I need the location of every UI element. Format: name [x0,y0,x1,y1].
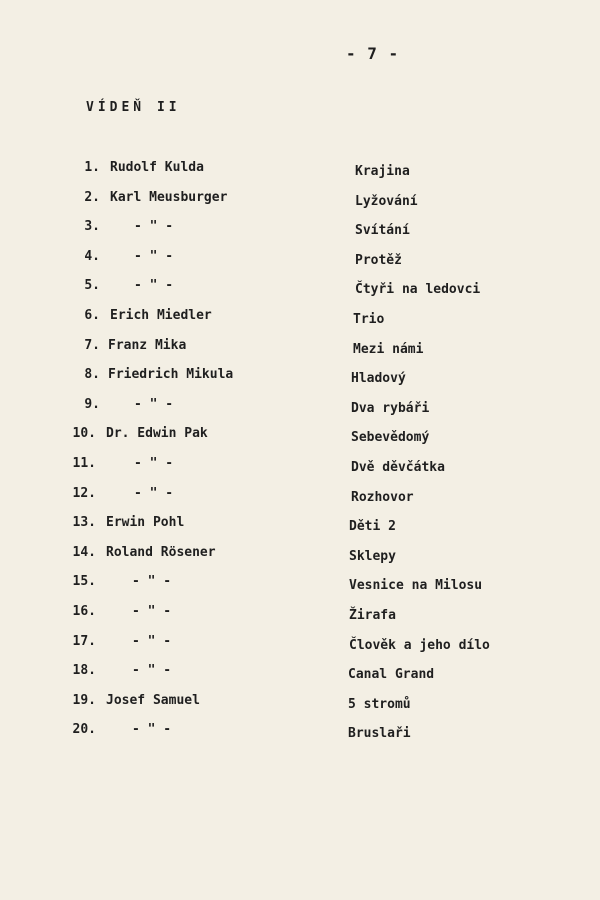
page-number: - 7 - [346,44,400,63]
list-item [0,367,600,389]
list-item [0,308,600,330]
entry-number: 11. [72,456,96,471]
entry-author: - " - [134,248,174,264]
list-item [0,515,600,537]
entry-author: Dr. Edwin Pak [106,426,208,442]
list-item [0,574,600,596]
entry-number: 2. [84,189,100,205]
entry-title: Žirafa [349,608,396,623]
entry-author: Erich Miedler [110,308,212,323]
entry-title: Trio [353,312,385,327]
entry-author: Erwin Pohl [106,515,185,531]
list-item [0,219,600,241]
entry-author: - " - [132,663,172,679]
entry-number: 16. [72,604,96,619]
list-item [0,722,600,744]
entry-number: 3. [84,219,100,235]
entry-author: Karl Meusburger [110,189,228,205]
entry-author: Josef Samuel [106,692,200,708]
list-item [0,693,600,715]
entry-author: Friedrich Mikula [108,367,234,383]
list-item [0,160,600,182]
list-item [0,604,600,626]
entry-author: - " - [132,722,172,738]
entry-title: Lyžování [355,193,418,209]
list-item [0,663,600,685]
list-item [0,249,600,271]
entry-number: 8. [84,367,100,383]
entry-number: 19. [72,692,96,708]
entry-number: 1. [84,160,100,175]
entry-title: Protěž [355,252,402,268]
entry-title: Člověk a jeho dílo [349,637,490,653]
entry-number: 6. [84,308,100,323]
entry-title: Canal Grand [348,667,435,683]
entry-title: Bruslaři [348,726,411,742]
entry-author: Roland Rösener [106,544,216,560]
entry-number: 4. [84,248,100,264]
entry-title: Krajina [355,164,410,179]
entry-author: - " - [134,278,174,294]
entry-author: - " - [134,456,174,471]
entry-author: - " - [134,219,174,235]
entry-title: Sklepy [349,548,396,564]
list-item [0,397,600,419]
entry-author: - " - [134,485,174,501]
entry-number: 15. [72,574,96,590]
entry-title: Čtyři na ledovci [355,282,481,298]
entry-title: Vesnice na Milosu [349,578,483,594]
entry-title: Sebevědomý [351,430,430,446]
list-item [0,456,600,478]
entry-number: 5. [84,278,100,294]
entry-author: - " - [132,574,172,590]
section-heading: VÍDEŇ II [86,100,181,115]
entry-number: 17. [72,633,96,649]
entry-author: Rudolf Kulda [110,160,204,175]
list-item [0,634,600,656]
entry-title: Rozhovor [351,489,414,505]
entry-number: 10. [72,426,96,442]
list-item [0,278,600,300]
entry-title: Dvě děvčátka [351,460,445,475]
list-item [0,338,600,360]
list-item [0,486,600,508]
entry-title: Hladový [351,371,406,387]
entry-number: 13. [72,515,96,531]
list-item [0,545,600,567]
entry-title: Děti 2 [349,519,396,535]
entry-number: 14. [72,544,96,560]
entry-title: Dva rybáři [351,400,430,416]
entry-title: Svítání [355,223,410,239]
entry-number: 9. [84,396,100,412]
list-item [0,190,600,212]
entry-number: 18. [72,663,96,679]
list-item [0,426,600,448]
entry-author: - " - [134,396,174,412]
entry-author: - " - [132,633,172,649]
entry-number: 7. [84,337,100,353]
entry-author: - " - [132,604,172,619]
entry-author: Franz Mika [108,337,187,353]
entry-title: 5 stromů [348,696,411,712]
entry-number: 12. [72,485,96,501]
entry-number: 20. [72,722,96,738]
entry-title: Mezi námi [353,341,424,357]
